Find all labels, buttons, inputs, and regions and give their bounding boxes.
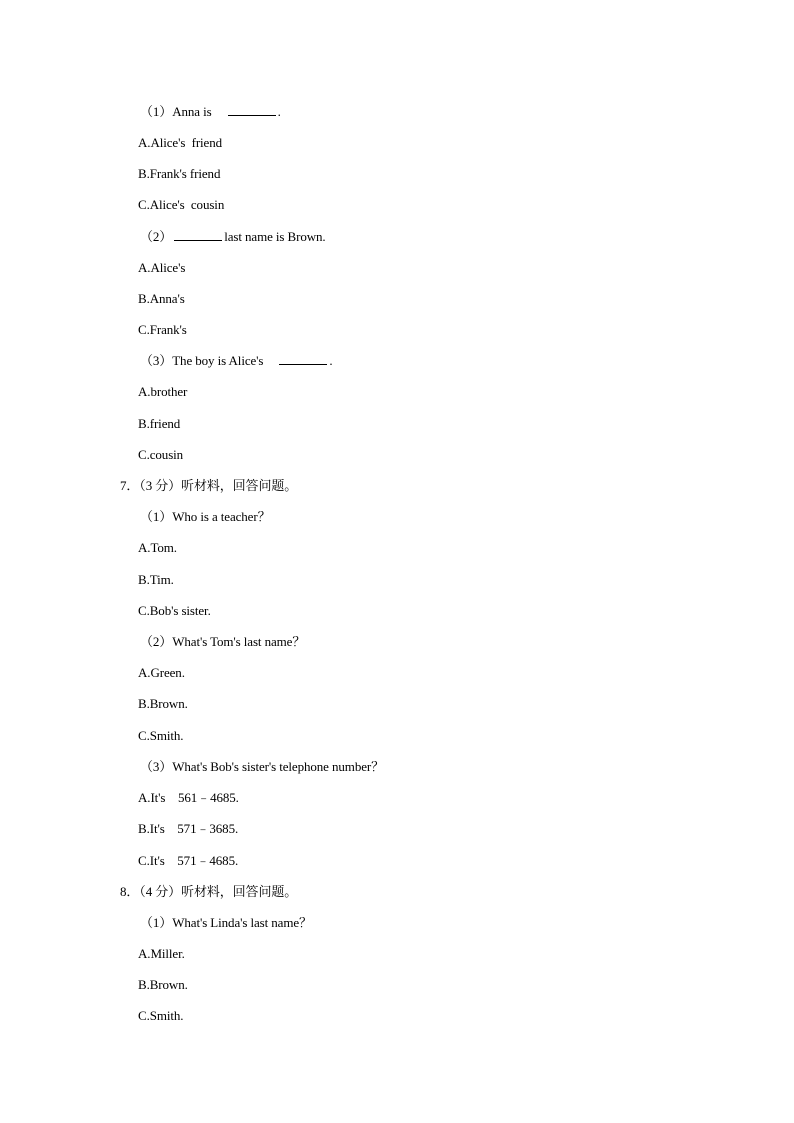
q8-sub1-option-c: C.Smith. xyxy=(138,1008,184,1023)
answer-blank[interactable] xyxy=(279,353,327,365)
q7-header: 7．（3 分）听材料，回答问题。 xyxy=(120,478,298,493)
q8-sub1-option-b: B.Brown. xyxy=(138,977,188,992)
q6-sub2-option-c: C.Frank's xyxy=(138,322,187,337)
q7-sub1-option-b: B.Tim. xyxy=(138,572,174,587)
q6-sub3-suffix: . xyxy=(329,353,333,368)
q8-header: 8．（4 分）听材料，回答问题。 xyxy=(120,884,298,899)
q6-sub1-suffix: . xyxy=(277,104,281,119)
q6-sub3-option-c: C.cousin xyxy=(138,447,184,462)
q6-sub3-option-a: A.brother xyxy=(138,384,188,399)
q7-sub3-option-a: A.It's 561﹣4685. xyxy=(138,790,239,805)
answer-blank[interactable] xyxy=(174,229,222,241)
q6-sub3-option-b: B.friend xyxy=(138,416,181,431)
q7-sub2-option-c: C.Smith. xyxy=(138,728,184,743)
q7-sub1-option-a: A.Tom. xyxy=(138,540,177,555)
q8-sub1-question: （1）What's Linda's last name？ xyxy=(140,915,312,930)
q6-sub2-question xyxy=(140,229,326,245)
q7-sub1-option-c: C.Bob's sister. xyxy=(138,603,211,618)
q6-sub2-suffix: last name is Brown. xyxy=(224,229,326,244)
q6-sub2-option-b: B.Anna's xyxy=(138,291,185,306)
q6-sub3-question xyxy=(140,353,333,369)
q6-sub1-prefix: （1）Anna is xyxy=(140,104,212,119)
q6-sub1-question xyxy=(140,104,281,120)
q7-sub2-question: （2）What's Tom's last name？ xyxy=(140,634,306,649)
q7-sub3-question: （3）What's Bob's sister's telephone number？ xyxy=(140,759,385,774)
q7-sub2-option-a: A.Green. xyxy=(138,665,185,680)
q7-sub3-option-b: B.It's 571﹣3685. xyxy=(138,821,239,836)
q6-sub2-prefix: （2） xyxy=(140,229,173,244)
q8-sub1-option-a: A.Miller. xyxy=(138,946,185,961)
q7-sub2-option-b: B.Brown. xyxy=(138,696,188,711)
q6-sub1-option-a: A.Alice's friend xyxy=(138,135,223,150)
q7-sub3-option-c: C.It's 571﹣4685. xyxy=(138,853,239,868)
q6-sub1-option-b: B.Frank's friend xyxy=(138,166,221,181)
q6-sub2-option-a: A.Alice's xyxy=(138,260,186,275)
q7-sub1-question: （1）Who is a teacher？ xyxy=(140,509,271,524)
answer-blank[interactable] xyxy=(228,104,276,116)
q6-sub3-prefix: （3）The boy is Alice's xyxy=(140,353,264,368)
q6-sub1-option-c: C.Alice's cousin xyxy=(138,197,225,212)
